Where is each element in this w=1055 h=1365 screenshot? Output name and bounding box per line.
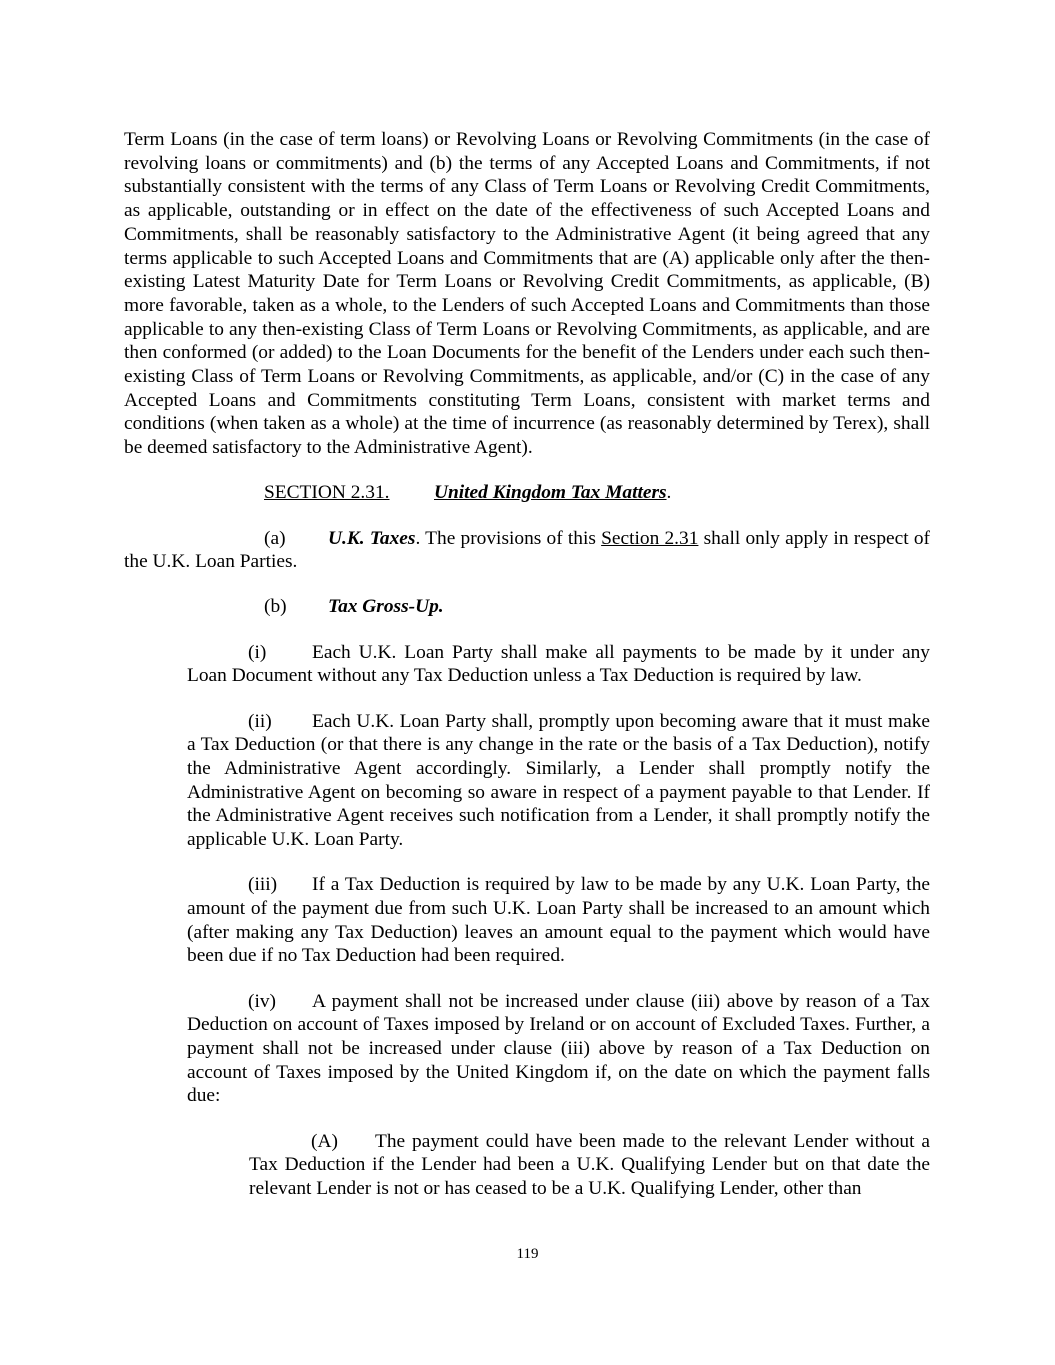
section-heading — [124, 481, 930, 505]
section-number: SECTION 2.31. — [264, 482, 390, 504]
paragraph-a-text-2: shall only apply in respect of the U.K. Loan Parties. — [124, 527, 930, 573]
sub-item-a — [249, 1130, 930, 1201]
page-number: 119 — [516, 1246, 539, 1262]
paragraph-a-text-1: . The provisions of this — [415, 527, 602, 549]
list-item-label: (i) — [248, 641, 267, 663]
paragraph-b — [124, 595, 930, 619]
continuation-paragraph: Term Loans (in the case of term loans) or Revolving Loans or Revolving Commitments (in the case of revolving loans or commitments) and (b) the terms of any Accepted Loans and Commitments, if not substantially consistent with the terms of any Class of Term Loans or Revolving Credit Commitments, as applicable, outstanding or in effect on the date of the effectiveness of such Accepted Loans and Commitments, shall be reasonably satisfactory to the Administrative Agent (it being agreed that any terms applicable to such Accepted Loans and Commitments that are (A) applicable only after the then-existing Latest Maturity Date for Term Loans or Revolving Credit Commitments, as applicable, (B) more favorable, taken as a whole, to the Lenders of such Accepted Loans and Commitments than those applicable to any then-existing Class of Term Loans or Revolving Commitments, as applicable, and are then conformed (or added) to the Loan Documents for the benefit of the Lenders under each such then-existing Class of Term Loans or Revolving Commitments, as applicable, and/or (C) in the case of any Accepted Loans and Commitments constituting Term Loans, consistent with market terms and conditions (when taken as a whole) at the time of incurrence (as reasonably determined by Terex), shall be deemed satisfactory to the Administrative Agent). — [124, 129, 930, 459]
paragraph-a — [124, 527, 930, 574]
list-item-ii — [187, 710, 930, 852]
paragraph-a-heading: U.K. Taxes — [328, 527, 416, 549]
list-item-label: (iii) — [248, 874, 278, 896]
list-item-text: Each U.K. Loan Party shall, promptly upon becoming aware that it must make a Tax Deduction (or that there is any change in the rate or the basis of a Tax Deduction), notify the Administrative Agent accordingly. Similarly, a Lender shall promptly notify the Administrative Agent on becoming so aware in respect of a payment payable to that Lender. If the Administrative Agent receives such notification from a Lender, it shall promptly notify the applicable U.K. Loan Party. — [187, 710, 930, 851]
paragraph-a-label: (a) — [264, 527, 286, 549]
paragraph-b-heading: Tax Gross-Up. — [328, 596, 444, 618]
list-item-iii — [187, 873, 930, 968]
document-page — [124, 128, 930, 1201]
list-item-iv — [187, 990, 930, 1109]
list-item-text: If a Tax Deduction is required by law to be made by any U.K. Loan Party, the amount of the payment due from such U.K. Loan Party shall be increased to an amount which (after making any Tax Deduction) leaves an amount equal to the payment which would have been due if no Tax Deduction had been required. — [187, 874, 930, 967]
sub-item-text: The payment could have been made to the relevant Lender without a Tax Deduction if the Lender had been a U.K. Qualifying Lender but on that date the relevant Lender is not or has ceased to be a U.K. Qualifying Lender, other than — [249, 1130, 930, 1200]
sub-item-label: (A) — [311, 1130, 338, 1152]
section-title: United Kingdom Tax Matters — [434, 482, 667, 504]
section-title-end: . — [666, 482, 672, 504]
list-item-label: (ii) — [248, 710, 272, 732]
list-item-label: (iv) — [248, 990, 276, 1012]
paragraph-b-label: (b) — [264, 596, 287, 618]
list-item-text: A payment shall not be increased under clause (iii) above by reason of a Tax Deduction on account of Taxes imposed by Ireland or on account of Excluded Taxes. Further, a payment shall not be increased under clause (iii) above by reason of a Tax Deduction on account of Taxes imposed by the United Kingdom if, on the date on which the payment falls due: — [187, 990, 930, 1107]
section-reference: Section 2.31 — [601, 527, 699, 549]
list-item-text: Each U.K. Loan Party shall make all payments to be made by it under any Loan Document without any Tax Deduction unless a Tax Deduction is required by law. — [187, 641, 930, 687]
list-item-i — [187, 641, 930, 688]
